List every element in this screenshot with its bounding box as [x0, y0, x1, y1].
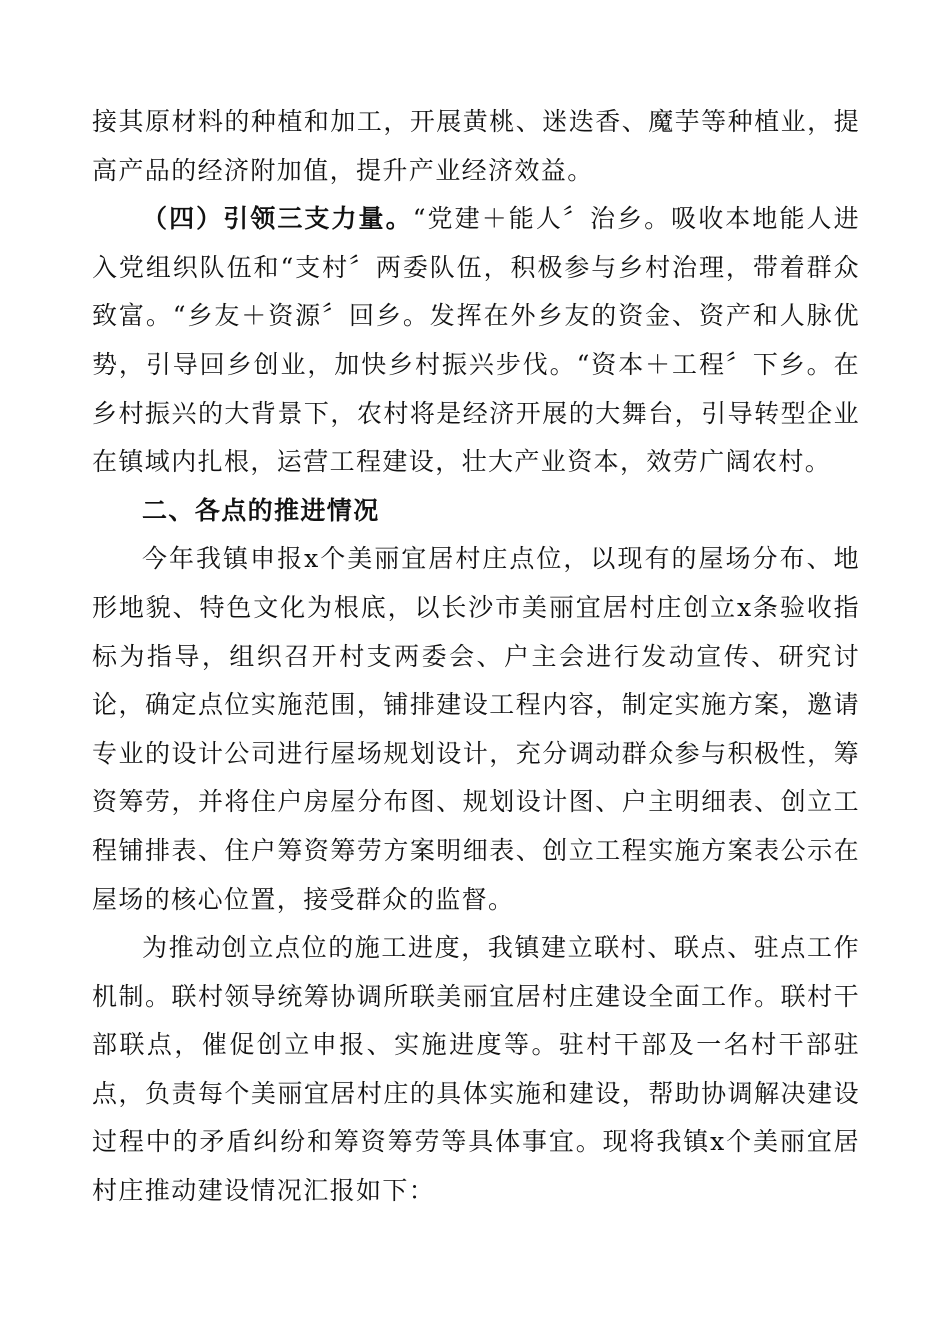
paragraph-work-mechanism: 为推动创立点位的施工进度，我镇建立联村、联点、驻点工作机制。联村领导统筹协调所联美丽宜居村庄建设全面工作。联村干部联点，催促创立申报、实施进度等。驻村干部及一名村干部驻点，负责每个美丽宜居村庄的具体实施和建设，帮助协调解决建设过程中的矛盾纠纷和筹资筹劳等具体事宜。现将我镇x个美丽宜居村庄推动建设情况汇报如下： — [92, 933, 860, 1206]
paragraph-three-forces — [92, 195, 860, 487]
document-page — [92, 98, 860, 1216]
section-heading-2: 二、各点的推进情况 — [142, 495, 380, 525]
paragraph-continued: 接其原材料的种植和加工，开展黄桃、迷迭香、魔芋等种植业，提高产品的经济附加值，提升产业经济效益。 — [92, 107, 860, 185]
paragraph-lead-heading: （四）引领三支力量。 — [142, 204, 413, 234]
paragraph-site-declaration: 今年我镇申报x个美丽宜居村庄点位，以现有的屋场分布、地形地貌、特色文化为根底，以长沙市美丽宜居村庄创立x条验收指标为指导，组织召开村支两委会、户主会进行发动宣传、研究讨论，确定点位实施范围，铺排建设工程内容，制定实施方案，邀请专业的设计公司进行屋场规划设计，充分调动群众参与积极性，筹资筹劳，并将住户房屋分布图、规划设计图、户主明细表、创立工程铺排表、住户筹资筹劳方案明细表、创立工程实施方案表公示在屋场的核心位置，接受群众的监督。 — [92, 544, 860, 914]
paragraph-three-forces-text: “党建＋能人〞治乡。吸收本地能人进入党组织队伍和“支村〞两委队伍，积极参与乡村治理，带着群众致富。“乡友＋资源〞回乡。发挥在外乡友的资金、资产和人脉优势，引导回乡创业，加快乡村振兴步伐。“资本＋工程〞下乡。在乡村振兴的大背景下，农村将是经济开展的大舞台，引导转型企业在镇域内扎根，运营工程建设，壮大产业资本，效劳广阔农村。 — [92, 204, 860, 477]
